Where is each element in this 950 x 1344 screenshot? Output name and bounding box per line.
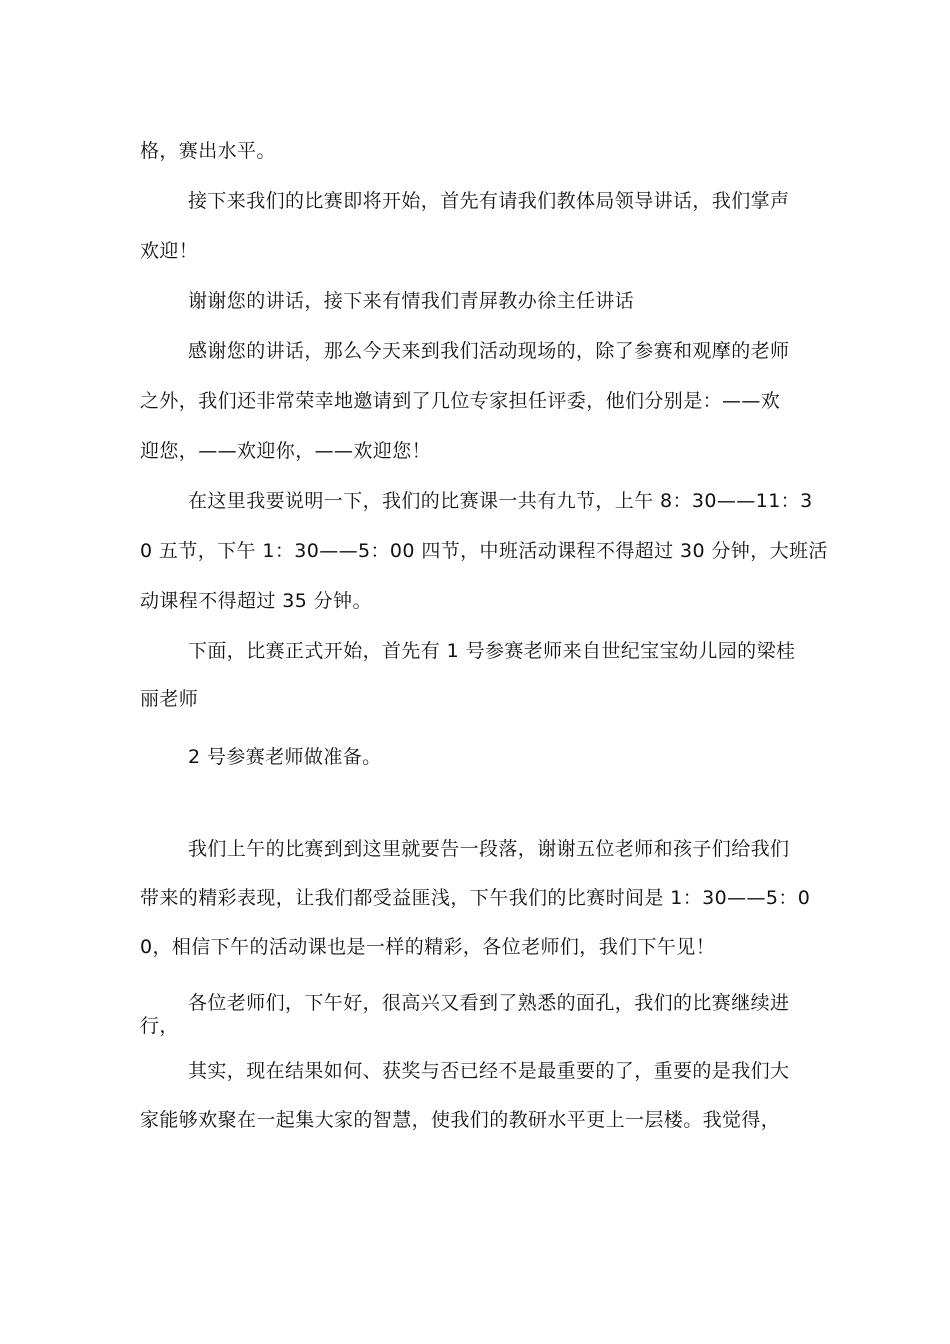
text-line: 动课程不得超过 35 分钟。: [140, 590, 372, 612]
text-line: 迎您，——欢迎你，——欢迎您！: [140, 440, 432, 462]
text-line: 行，: [140, 1015, 179, 1037]
text-line: 0，相信下午的活动课也是一样的精彩，各位老师们，我们下午见！: [140, 936, 716, 958]
text-line: 各位老师们，下午好，很高兴又看到了熟悉的面孔，我们的比赛继续进: [188, 992, 790, 1014]
text-line: 格，赛出水平。: [140, 140, 276, 162]
text-line: 带来的精彩表现，让我们都受益匪浅，下午我们的比赛时间是 1：30——5：0: [140, 887, 811, 909]
text-line: 在这里我要说明一下，我们的比赛课一共有九节，上午 8：30——11：3: [188, 490, 813, 512]
text-line: 我们上午的比赛到到这里就要告一段落，谢谢五位老师和孩子们给我们: [188, 838, 790, 860]
text-line: 之外，我们还非常荣幸地邀请到了几位专家担任评委，他们分别是：——欢: [140, 390, 781, 412]
text-line: 0 五节，下午 1：30——5：00 四节，中班活动课程不得超过 30 分钟，大班活: [140, 540, 828, 562]
text-line: 接下来我们的比赛即将开始，首先有请我们教体局领导讲话，我们掌声: [188, 190, 790, 212]
text-line: 其实，现在结果如何、获奖与否已经不是最重要的了，重要的是我们大: [188, 1060, 790, 1082]
text-line: 2 号参赛老师做准备。: [188, 746, 382, 768]
text-line: 谢谢您的讲话，接下来有情我们青屏教办徐主任讲话: [188, 290, 635, 312]
text-line: 家能够欢聚在一起集大家的智慧，使我们的教研水平更上一层楼。我觉得，: [140, 1109, 781, 1131]
text-line: 下面，比赛正式开始，首先有 1 号参赛老师来自世纪宝宝幼儿园的梁桂: [188, 640, 796, 662]
text-line: 欢迎！: [140, 240, 199, 262]
text-line: 感谢您的讲话，那么今天来到我们活动现场的，除了参赛和观摩的老师: [188, 340, 790, 362]
text-line: 丽老师: [140, 688, 199, 710]
